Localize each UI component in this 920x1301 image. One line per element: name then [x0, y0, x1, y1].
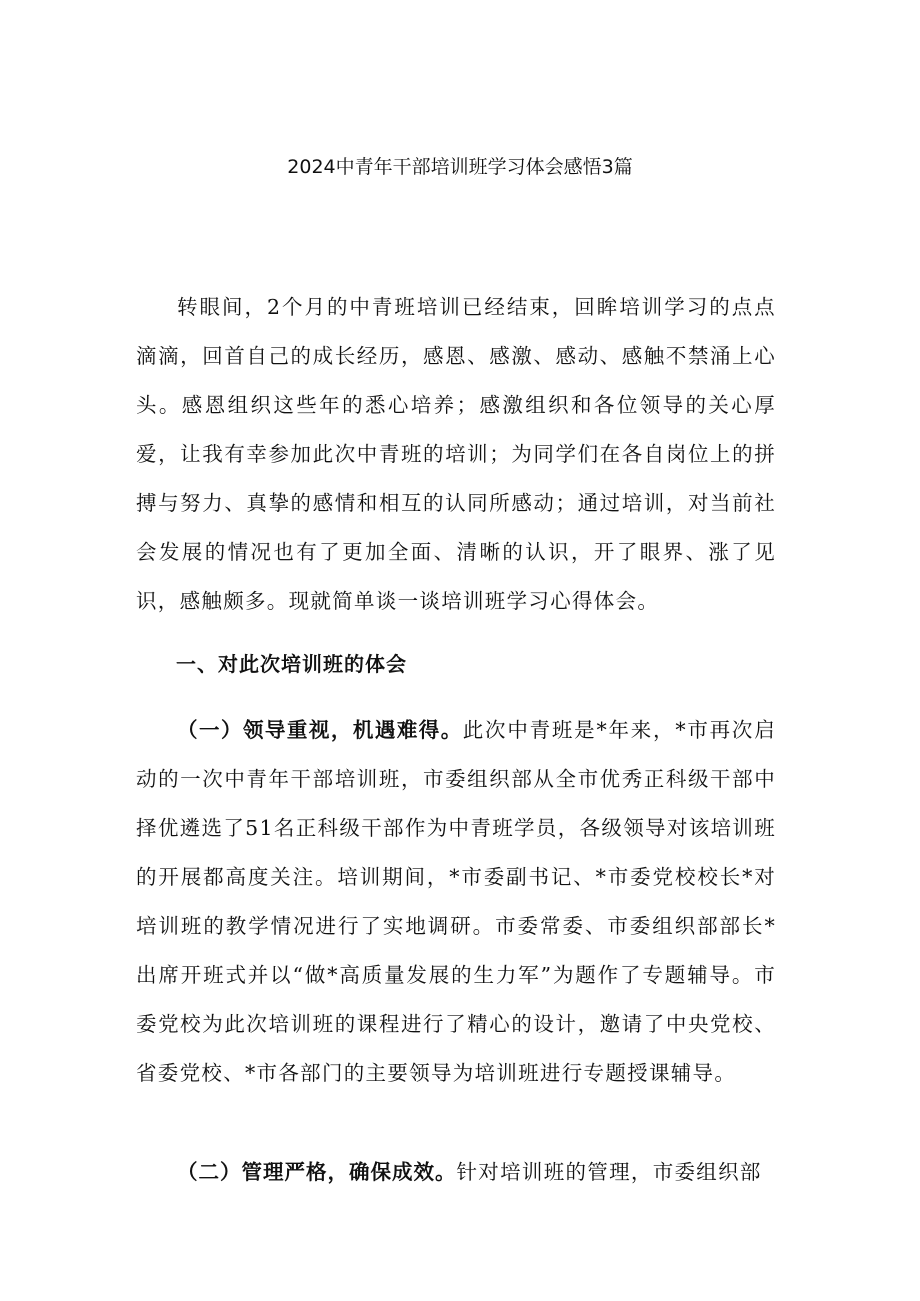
- subsection-lead-1: （一）领导重视，机遇难得。: [177, 718, 463, 742]
- subsection-paragraph-2: [136, 1148, 776, 1197]
- intro-paragraph: 转眼间，2个月的中青班培训已经结束，回眸培训学习的点点滴滴，回首自己的成长经历，感恩、感激、感动、感触不禁涌上心头。感恩组织这些年的悉心培养；感激组织和各位领导的关心厚爱，让我有幸参加此次中青班的培训；为同学们在各自岗位上的拼搏与努力、真挚的感情和相互的认同所感动；通过培训，对当前社会发展的情况也有了更加全面、清晰的认识，开了眼界、涨了见识，感触颇多。现就简单谈一谈培训班学习心得体会。: [136, 295, 776, 613]
- document-title: 2024中青年干部培训班学习体会感悟3篇: [287, 156, 633, 178]
- subsection-paragraph-1: [136, 706, 776, 1098]
- subsection-lead-2: （二）管理严格，确保成效。: [177, 1160, 457, 1184]
- subsection-body-2: 针对培训班的管理，市委组织部: [456, 1160, 762, 1184]
- section-heading-1: 一、对此次培训班的体会: [176, 652, 407, 676]
- subsection-body-1: 此次中青班是*年来，*市再次启动的一次中青年干部培训班，市委组织部从全市优秀正科级干部中择优遴选了51名正科级干部作为中青班学员，各级领导对该培训班的开展都高度关注。培训期间，*市委副书记、*市委党校校长*对培训班的教学情况进行了实地调研。市委常委、市委组织部部长*出席开班式并以“做*高质量发展的生力军”为题作了专题辅导。市委党校为此次培训班的课程进行了精心的设计，邀请了中央党校、省委党校、*市各部门的主要领导为培训班进行专题授课辅导。: [136, 718, 777, 1085]
